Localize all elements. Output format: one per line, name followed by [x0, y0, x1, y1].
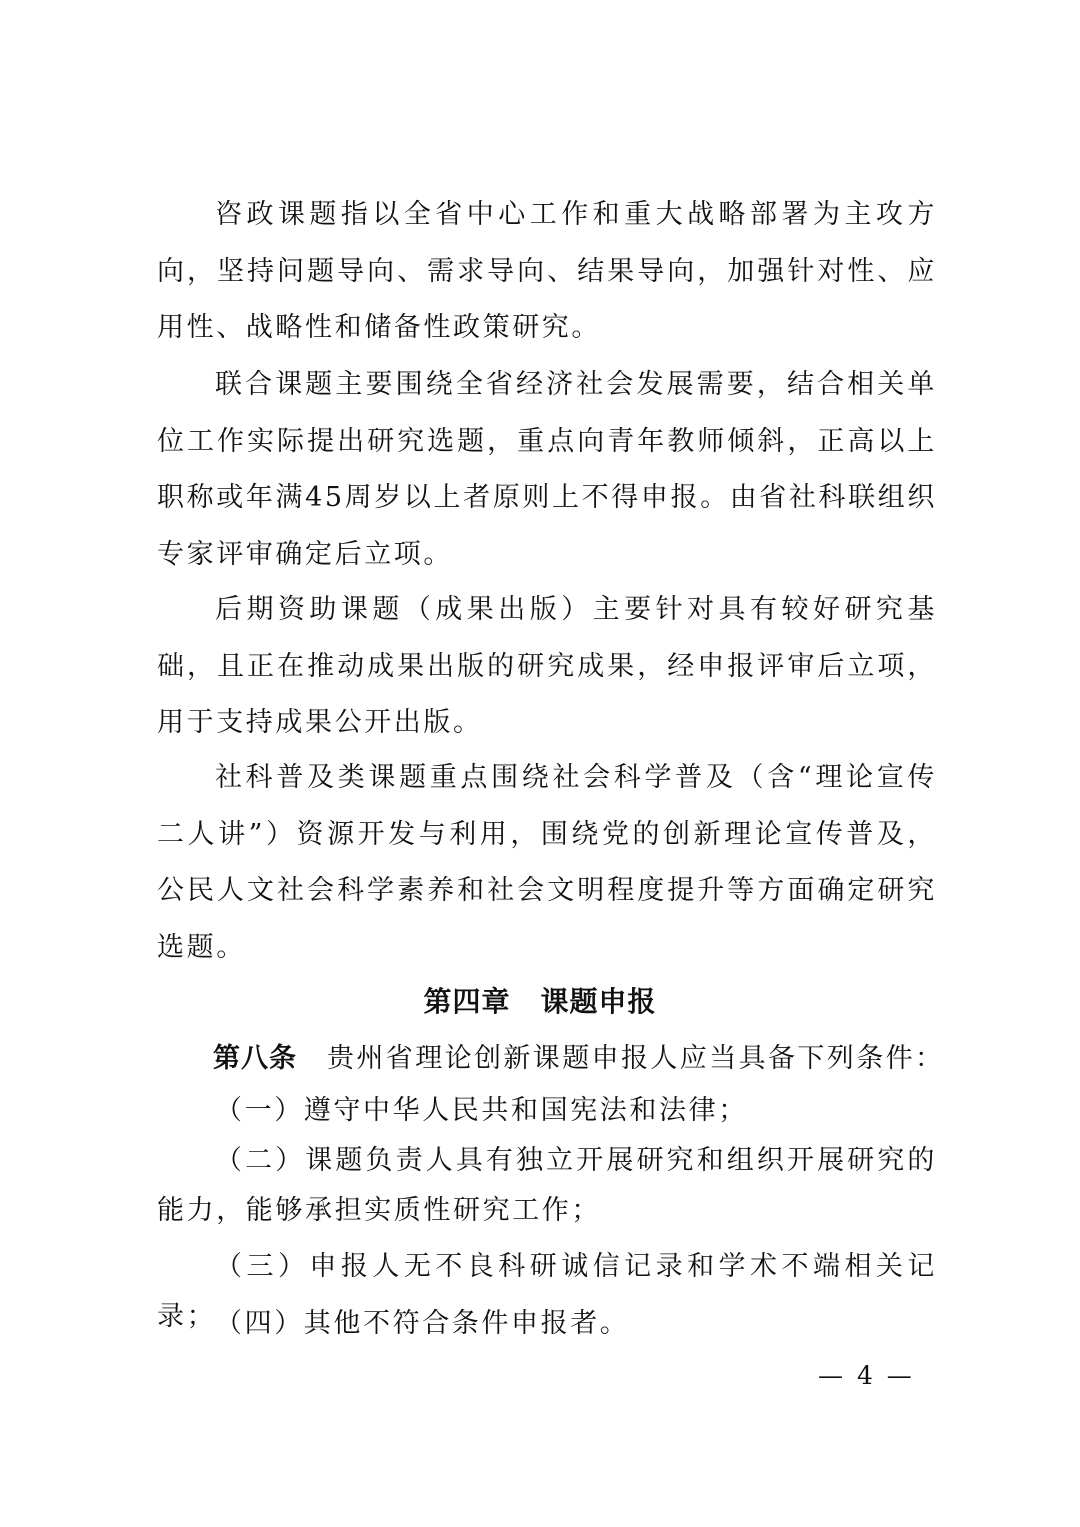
- article-number: 第八条: [213, 1043, 297, 1074]
- paragraph-post-funding-topics: 后期资助课题（成果出版）主要针对具有较好研究基础，且正在推动成果出版的研究成果，经申报评审后立项，用于支持成果公开出版。: [157, 594, 937, 738]
- condition-item-4: （四）其他不符合条件申报者。: [215, 1308, 630, 1339]
- paragraph-science-popularization-topics: 社科普及类课题重点围绕社会科学普及（含“理论宣传二人讲”）资源开发与利用，围绕党的创新理论宣传普及，公民人文社会科学素养和社会文明程度提升等方面确定研究选题。: [157, 762, 937, 963]
- paragraph-consulting-topics: 咨政课题指以全省中心工作和重大战略部署为主攻方向，坚持问题导向、需求导向、结果导向，加强针对性、应用性、战略性和储备性政策研究。: [157, 199, 937, 343]
- condition-item-3: （三）申报人无不良科研诚信记录和学术不端相关记录；: [157, 1251, 937, 1332]
- article-text: 贵州省理论创新课题申报人应当具备下列条件：: [327, 1043, 945, 1074]
- page-number: — 4 —: [818, 1361, 915, 1390]
- condition-item-2: （二）课题负责人具有独立开展研究和组织开展研究的能力，能够承担实质性研究工作；: [157, 1145, 937, 1226]
- article-eight: [213, 1034, 945, 1084]
- paragraph-joint-topics: 联合课题主要围绕全省经济社会发展需要，结合相关单位工作实际提出研究选题，重点向青年教师倾斜，正高以上职称或年满45周岁以上者原则上不得申报。由省社科联组织专家评审确定后立项。: [157, 369, 937, 570]
- condition-item-1: （一）遵守中华人民共和国宪法和法律；: [215, 1095, 748, 1126]
- chapter-number: 第四章: [423, 985, 511, 1018]
- chapter-heading: [0, 982, 1080, 1022]
- chapter-title: 课题申报: [540, 985, 657, 1018]
